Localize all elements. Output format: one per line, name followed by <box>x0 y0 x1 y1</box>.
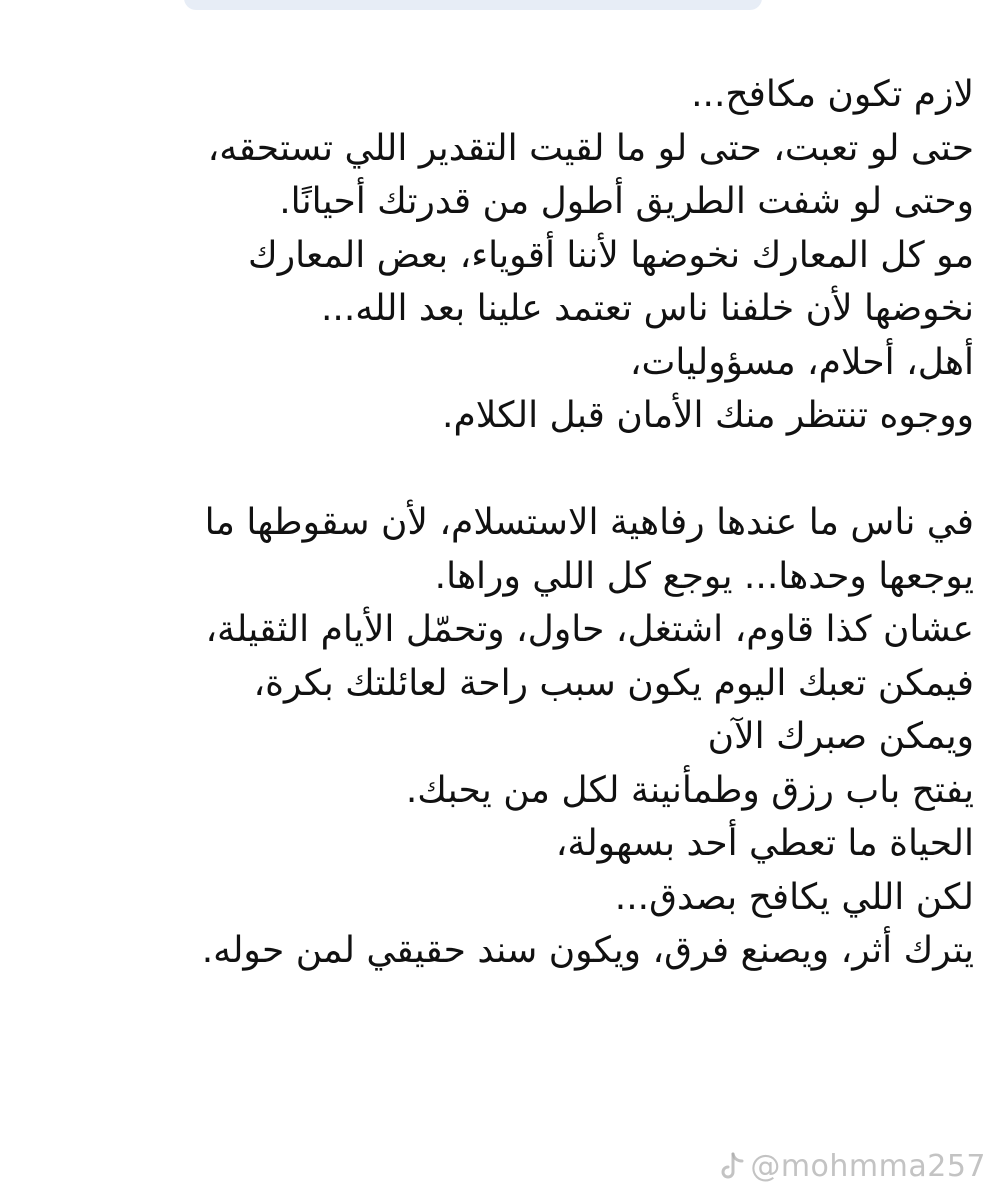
text-line: الحياة ما تعطي أحد بسهولة، <box>555 823 974 864</box>
text-line: أهل، أحلام، مسؤوليات، <box>629 341 974 383</box>
watermark <box>720 1149 986 1184</box>
text-line: مو كل المعارك نخوضها لأننا أقوياء، بعض المعارك <box>248 234 974 276</box>
quote-text <box>74 68 974 978</box>
text-line: وحتى لو شفت الطريق أطول من قدرتك أحيانًا. <box>279 181 974 222</box>
tiktok-icon <box>720 1152 746 1182</box>
text-line: نخوضها لأن خلفنا ناس تعتمد علينا بعد الله... <box>320 288 974 329</box>
text-line: حتى لو تعبت، حتى لو ما لقيت التقدير اللي تستحقه، <box>207 127 974 169</box>
top-search-bar <box>184 0 762 10</box>
text-line: فيمكن تعبك اليوم يكون سبب راحة لعائلتك بكرة، <box>253 662 974 704</box>
watermark-handle: @mohmma257 <box>750 1149 986 1184</box>
text-line: لكن اللي يكافح بصدق... <box>614 876 974 918</box>
text-line: ووجوه تنتظر منك الأمان قبل الكلام. <box>442 395 974 436</box>
paragraph-gap <box>74 443 974 497</box>
text-line: في ناس ما عندها رفاهية الاستسلام، لأن سقوطها ما <box>204 502 974 543</box>
text-line: يفتح باب رزق وطمأنينة لكل من يحبك. <box>405 769 974 811</box>
text-line: لازم تكون مكافح... <box>691 74 974 115</box>
text-line: يوجعها وحدها... يوجع كل اللي وراها. <box>434 555 974 597</box>
text-line: ويمكن صبرك الآن <box>707 716 974 757</box>
text-line: عشان كذا قاوم، اشتغل، حاول، وتحمّل الأيام الثقيلة، <box>205 609 974 650</box>
text-line: يترك أثر، ويصنع فرق، ويكون سند حقيقي لمن حوله. <box>201 930 974 971</box>
